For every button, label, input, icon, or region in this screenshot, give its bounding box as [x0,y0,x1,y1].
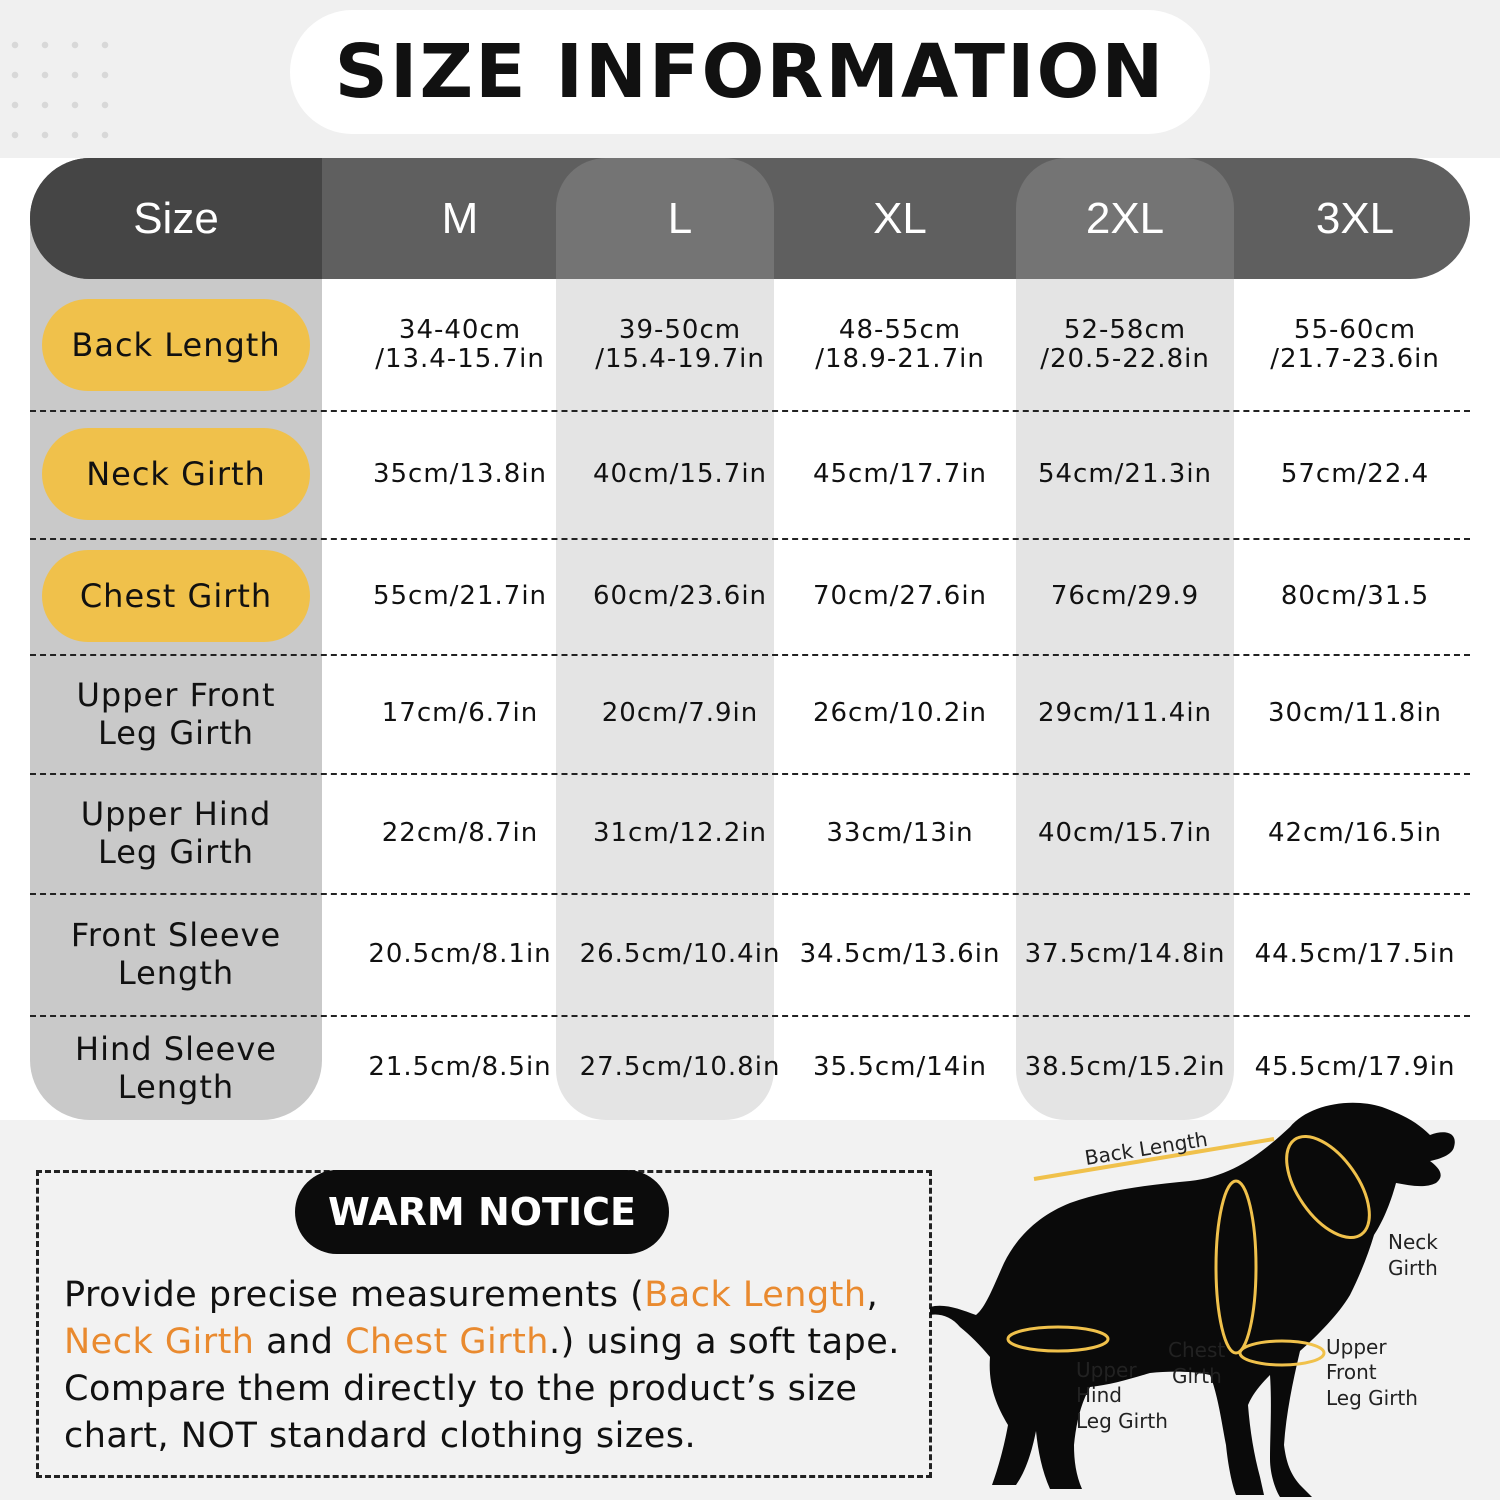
size-header-2xl: 2XL [1085,193,1165,243]
table-cell: 27.5cm/10.8in [579,1052,781,1082]
upper-hind-label-3: Leg Girth [1076,1409,1168,1433]
upper-front-label-2: Front [1326,1360,1377,1384]
table-cell: 55cm/21.7in [372,580,548,611]
table-cell: 57cm/22.4 [1280,458,1430,489]
upper-front-label-1: Upper [1326,1335,1387,1359]
notice-highlight-neck-girth: Neck Girth [64,1322,255,1362]
size-header-l: L [667,193,693,243]
row-label-1 [30,410,322,538]
table-cell: 38.5cm/15.2in [1024,1052,1226,1082]
row-label-text: Chest Girth [42,550,310,642]
warm-notice-heading: WARM NOTICE [295,1170,669,1254]
row-label-0 [30,279,322,410]
table-cell: 35cm/13.8in [372,458,548,489]
table-cell: 52-58cm /20.5-22.8in [1040,314,1210,374]
table-cell: 42cm/16.5in [1267,817,1443,848]
row-label-text: Neck Girth [42,428,310,520]
chest-girth-label-1: Chest [1168,1338,1226,1362]
row-label-3 [30,654,322,773]
table-cell: 70cm/27.6in [812,580,988,611]
table-cell: 31cm/12.2in [592,817,768,848]
size-header-3xl: 3XL [1315,193,1395,243]
upper-hind-label-2: Hind [1076,1383,1122,1407]
row-label-text: Upper Front Leg Girth [76,675,276,752]
notice-highlight-chest-girth: Chest Girth [345,1322,549,1362]
notice-text-1: Provide precise measurements ( [64,1275,645,1315]
page-title: SIZE INFORMATION [334,29,1166,115]
table-cell: 33cm/13in [826,817,974,848]
back-length-label: Back Length [1083,1126,1210,1170]
notice-text-2: , [866,1275,879,1315]
table-cell: 40cm/15.7in [1037,817,1213,848]
chest-girth-label-2: Girth [1172,1364,1222,1388]
row-label-text: Upper Hind Leg Girth [80,795,272,871]
notice-text-4: .) using a soft tape. Compare them directly to the product’s size chart, NOT standard clothing sizes. [64,1322,900,1456]
size-table [0,158,1500,1120]
row-label-text: Hind Sleeve Length [75,1029,277,1106]
table-cell: 55-60cm /21.7-23.6in [1270,314,1440,374]
table-cell: 22cm/8.7in [381,817,539,848]
table-cell: 20cm/7.9in [601,698,759,728]
table-cell: 21.5cm/8.5in [368,1052,552,1082]
table-cell: 26cm/10.2in [812,698,988,728]
size-header: Size [133,193,219,243]
table-cell: 39-50cm /15.4-19.7in [595,314,765,374]
title-banner [290,10,1210,134]
table-cell: 17cm/6.7in [381,698,539,728]
notice-highlight-back-length: Back Length [644,1275,867,1315]
table-cell: 37.5cm/14.8in [1024,938,1226,969]
table-cell: 45.5cm/17.9in [1254,1052,1456,1082]
upper-hind-label-1: Upper [1076,1358,1137,1382]
dog-measurement-diagram [930,1095,1500,1500]
table-cell: 80cm/31.5 [1280,580,1430,611]
dog-silhouette [930,1103,1455,1497]
row-label-4 [30,773,322,893]
table-cell: 40cm/15.7in [592,458,768,489]
row-label-text: Back Length [42,299,310,391]
table-cell: 20.5cm/8.1in [368,938,552,969]
table-cell: 48-55cm /18.9-21.7in [815,314,985,374]
notice-text-3: and [254,1322,346,1362]
warm-notice-text [64,1272,924,1460]
table-cell: 34-40cm /13.4-15.7in [375,314,545,374]
table-cell: 34.5cm/13.6in [799,938,1001,969]
neck-girth-label-1: Neck [1388,1230,1438,1254]
table-cell: 29cm/11.4in [1037,698,1213,728]
row-label-5 [30,893,322,1015]
table-cell: 35.5cm/14in [812,1052,988,1082]
upper-front-label-3: Leg Girth [1326,1386,1418,1410]
table-cell: 26.5cm/10.4in [579,938,781,969]
table-cell: 60cm/23.6in [592,580,768,611]
table-cell: 54cm/21.3in [1037,458,1213,489]
size-header-xl: XL [873,193,927,243]
size-header-m: M [441,193,479,243]
table-cell: 30cm/11.8in [1267,698,1443,728]
table-cell: 45cm/17.7in [812,458,988,489]
table-cell: 76cm/29.9 [1050,580,1200,611]
decorative-dots [0,30,130,140]
row-label-text: Front Sleeve Length [70,916,282,992]
table-cell: 44.5cm/17.5in [1254,938,1456,969]
neck-girth-label-2: Girth [1388,1256,1438,1280]
row-label-6 [30,1015,322,1120]
row-label-2 [30,538,322,654]
